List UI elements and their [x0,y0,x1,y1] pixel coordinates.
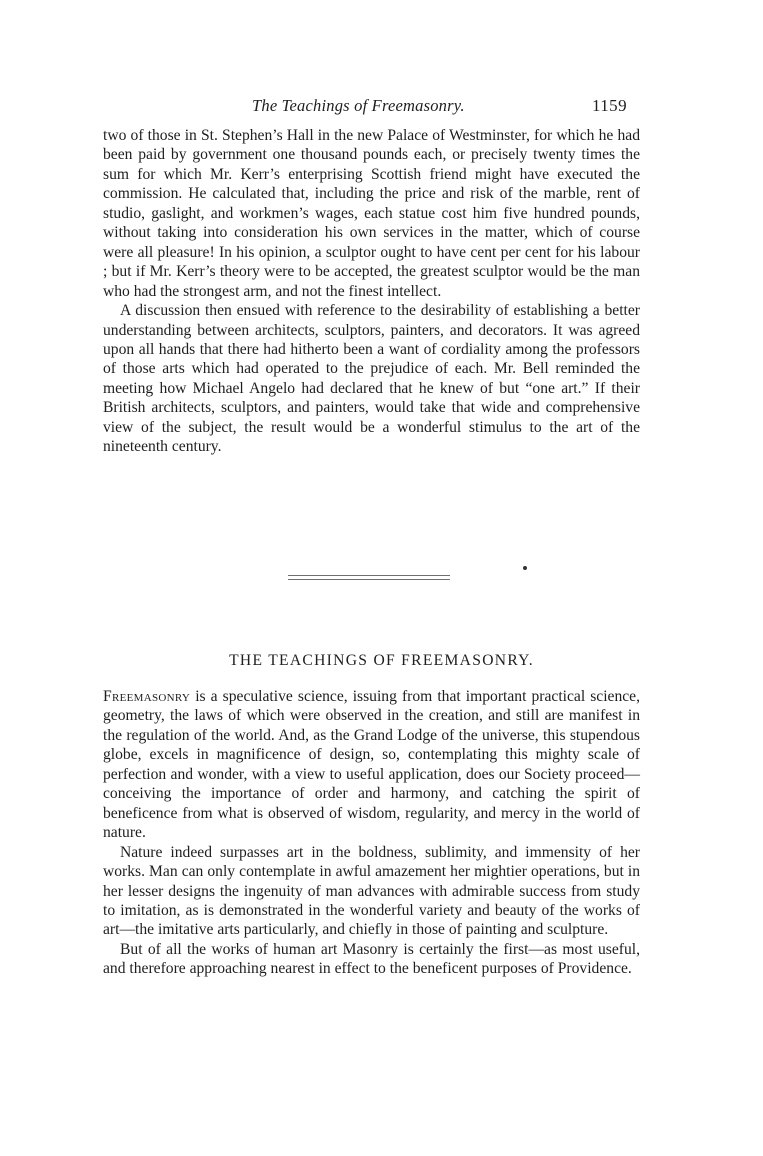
ink-speck [523,566,527,570]
section-divider [288,575,450,576]
paragraph: two of those in St. Stephen’s Hall in the new Palace of Westminster, for which he had been paid by government one thousand pounds each, or precisely twenty times the sum for which Mr. Kerr’s enterprising Scottish friend might have executed the commission. He calculated that, including the price and risk of the marble, rent of studio, gaslight, and workmen’s wages, each statue cost him five hundred pounds, without taking into consideration his own services in the matter, which of course were all pleasure! In his opinion, a sculptor ought to have cent per cent for his labour ; but if Mr. Kerr’s theory were to be accepted, the greatest sculptor would be the man who had the strongest arm, and not the finest intellect. [103,127,640,300]
paragraph: A discussion then ensued with reference to the desirability of establishing a better understanding between architects, sculptors, painters, and decorators. It was agreed upon all hands that there had hitherto been a want of cordiality among the professors of those arts which had operated to the prejudice of each. Mr. Bell reminded the meeting how Michael Angelo had declared that he knew of but “one art.” If their British architects, sculptors, and painters, would take that wide and comprehensive view of the subject, the result would be a wonderful stimulus to the art of the nineteenth century. [103,302,640,456]
running-title: The Teachings of Freemasonry. [252,96,465,115]
paragraph: Nature indeed surpasses art in the boldness, sublimity, and immensity of her works. Man can only contemplate in awful amazement her mightier operations, but in her lesser designs the ingenuity of man advances with admirable success from study to imitation, as is demonstrated in the wonderful variety and beauty of the works of art—the imitative arts particularly, and chiefly in those of painting and sculpture. [103,843,640,939]
lead-word: Freemasonry [103,688,191,705]
paragraph: But of all the works of human art Masonry is certainly the first—as most useful, and therefore approaching nearest in effect to the beneficent purposes of Providence. [103,940,640,978]
paragraph [103,687,640,843]
article-title: THE TEACHINGS OF FREEMASONRY. [229,652,534,669]
running-head [0,96,763,120]
paragraph-text: is a speculative science, issuing from that important practical science, geometry, the laws of which were observed in the creation, and still are manifest in the regulation of the world. And, as the Grand Lodge of the universe, this stupendous globe, excels in magnificence of design, so, contemplating this mighty scale of perfection and wonder, with a view to useful application, does our Society proceed—conceiving the importance of order and harmony, and catching the spirit of beneficence from what is observed of wisdom, regularity, and mercy in the world of nature. [103,688,640,842]
page-number: 1159 [592,96,627,115]
article-body [103,687,640,979]
section-divider [288,579,450,580]
continued-article-text [103,126,640,457]
